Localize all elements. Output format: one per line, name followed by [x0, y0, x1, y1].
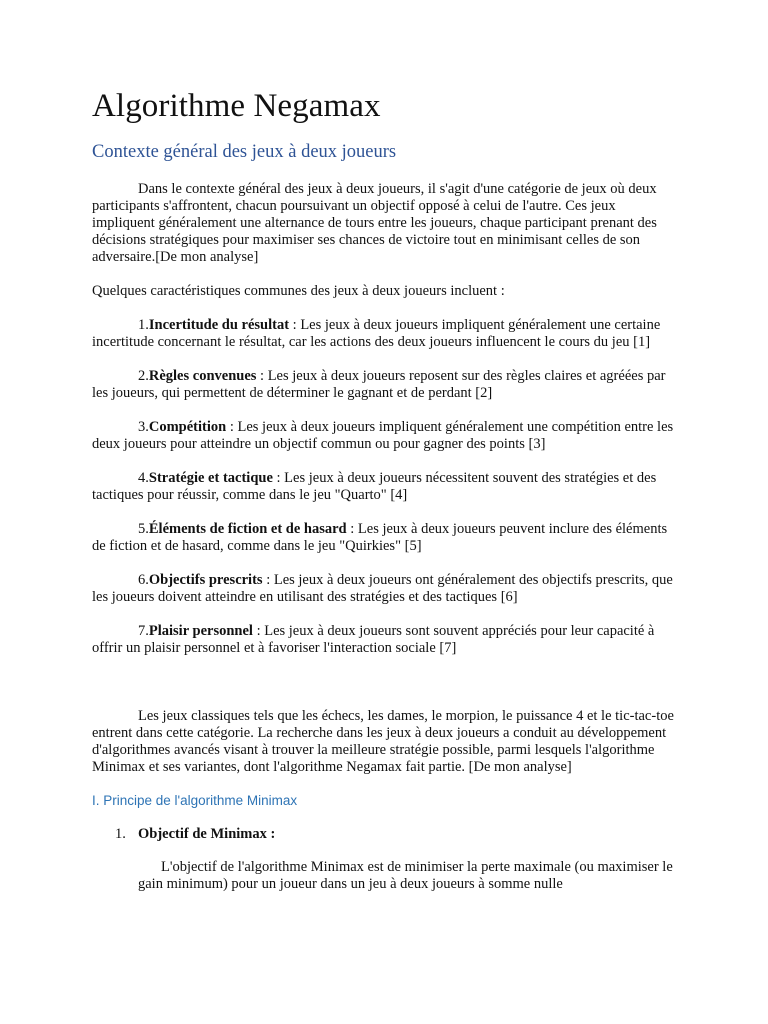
characteristic-item	[92, 572, 678, 606]
numbered-item-label: Objectif de Minimax :	[138, 826, 276, 842]
characteristic-term: Compétition	[148, 419, 227, 435]
characteristic-number: 7.	[138, 623, 149, 639]
characteristic-number: 2.	[138, 368, 149, 384]
characteristic-term: Éléments de fiction et de hasard	[148, 521, 347, 537]
characteristic-number: 3.	[138, 419, 149, 435]
characteristic-item	[92, 623, 678, 657]
numbered-item-number: 1.	[115, 826, 126, 842]
characteristic-term: Stratégie et tactique	[148, 470, 273, 486]
characteristic-number: 1.	[138, 317, 149, 333]
objective-paragraph: L'objectif de l'algorithme Minimax est de minimiser la perte maximale (ou maximiser le gain minimum) pour un joueur dans un jeu à deux joueurs à somme nulle	[138, 859, 673, 892]
characteristic-item	[92, 368, 678, 402]
characteristic-item	[92, 317, 678, 351]
document-title: Algorithme Negamax	[92, 88, 381, 124]
minimax-subheading: I. Principe de l'algorithme Minimax	[92, 793, 298, 808]
characteristic-text: : Les jeux à deux joueurs impliquent généralement une compétition entre les deux joueurs pour atteindre un objectif commun ou pour gagner des points [3]	[92, 419, 674, 452]
characteristic-term: Plaisir personnel	[148, 623, 253, 639]
characteristic-number: 6.	[138, 572, 149, 588]
characteristic-text: : Les jeux à deux joueurs reposent sur des règles claires et agréées par les joueurs, qui permettent de déterminer le gagnant et de perdant [2]	[92, 368, 666, 401]
characteristic-text: : Les jeux à deux joueurs peuvent inclure des éléments de fiction et de hasard, comme dans le jeu "Quirkies" [5]	[92, 521, 668, 554]
characteristic-item	[92, 419, 678, 453]
characteristic-item	[92, 521, 678, 555]
characteristic-text: : Les jeux à deux joueurs sont souvent appréciés pour leur capacité à offrir un plaisir personnel et à favoriser l'interaction sociale [7]	[92, 623, 655, 656]
numbered-item	[92, 826, 678, 843]
characteristic-term: Incertitude du résultat	[148, 317, 290, 333]
games-paragraph: Les jeux classiques tels que les échecs, les dames, le morpion, le puissance 4 et le tic-tac-toe entrent dans cette catégorie. La recherche dans les jeux à deux joueurs a conduit au développement d'algorithmes avancés visant à trouver la meilleure stratégie possible, parmi lesquels l'algorithme Minimax et ses variantes, dont l'algorithme Negamax fait partie. [De mon analyse]	[92, 708, 674, 775]
list-intro: Quelques caractéristiques communes des jeux à deux joueurs incluent :	[92, 283, 505, 299]
characteristic-number: 5.	[138, 521, 149, 537]
characteristic-number: 4.	[138, 470, 149, 486]
document-body	[92, 181, 678, 893]
characteristic-text: : Les jeux à deux joueurs impliquent généralement une certaine incertitude concernant le résultat, car les actions des deux joueurs influencent le cours du jeu [1]	[92, 317, 661, 350]
characteristic-text: : Les jeux à deux joueurs nécessitent souvent des stratégies et des tactiques pour réussir, comme dans le jeu "Quarto" [4]	[92, 470, 657, 503]
characteristic-term: Règles convenues	[148, 368, 257, 384]
characteristic-text: : Les jeux à deux joueurs ont généralement des objectifs prescrits, que les joueurs doivent atteindre en utilisant des stratégies et des tactiques [6]	[92, 572, 673, 605]
intro-paragraph: Dans le contexte général des jeux à deux joueurs, il s'agit d'une catégorie de jeux où deux participants s'affrontent, chacun poursuivant un objectif opposé à celui de l'autre. Ces jeux impliquent généralement une alternance de tours entre les joueurs, chaque participant prenant des décisions stratégiques pour maximiser ses chances de victoire tout en minimisant celles de son adversaire.[De mon analyse]	[92, 181, 657, 265]
characteristic-term: Objectifs prescrits	[148, 572, 263, 588]
section-heading: Contexte général des jeux à deux joueurs	[92, 142, 397, 162]
characteristic-item	[92, 470, 678, 504]
